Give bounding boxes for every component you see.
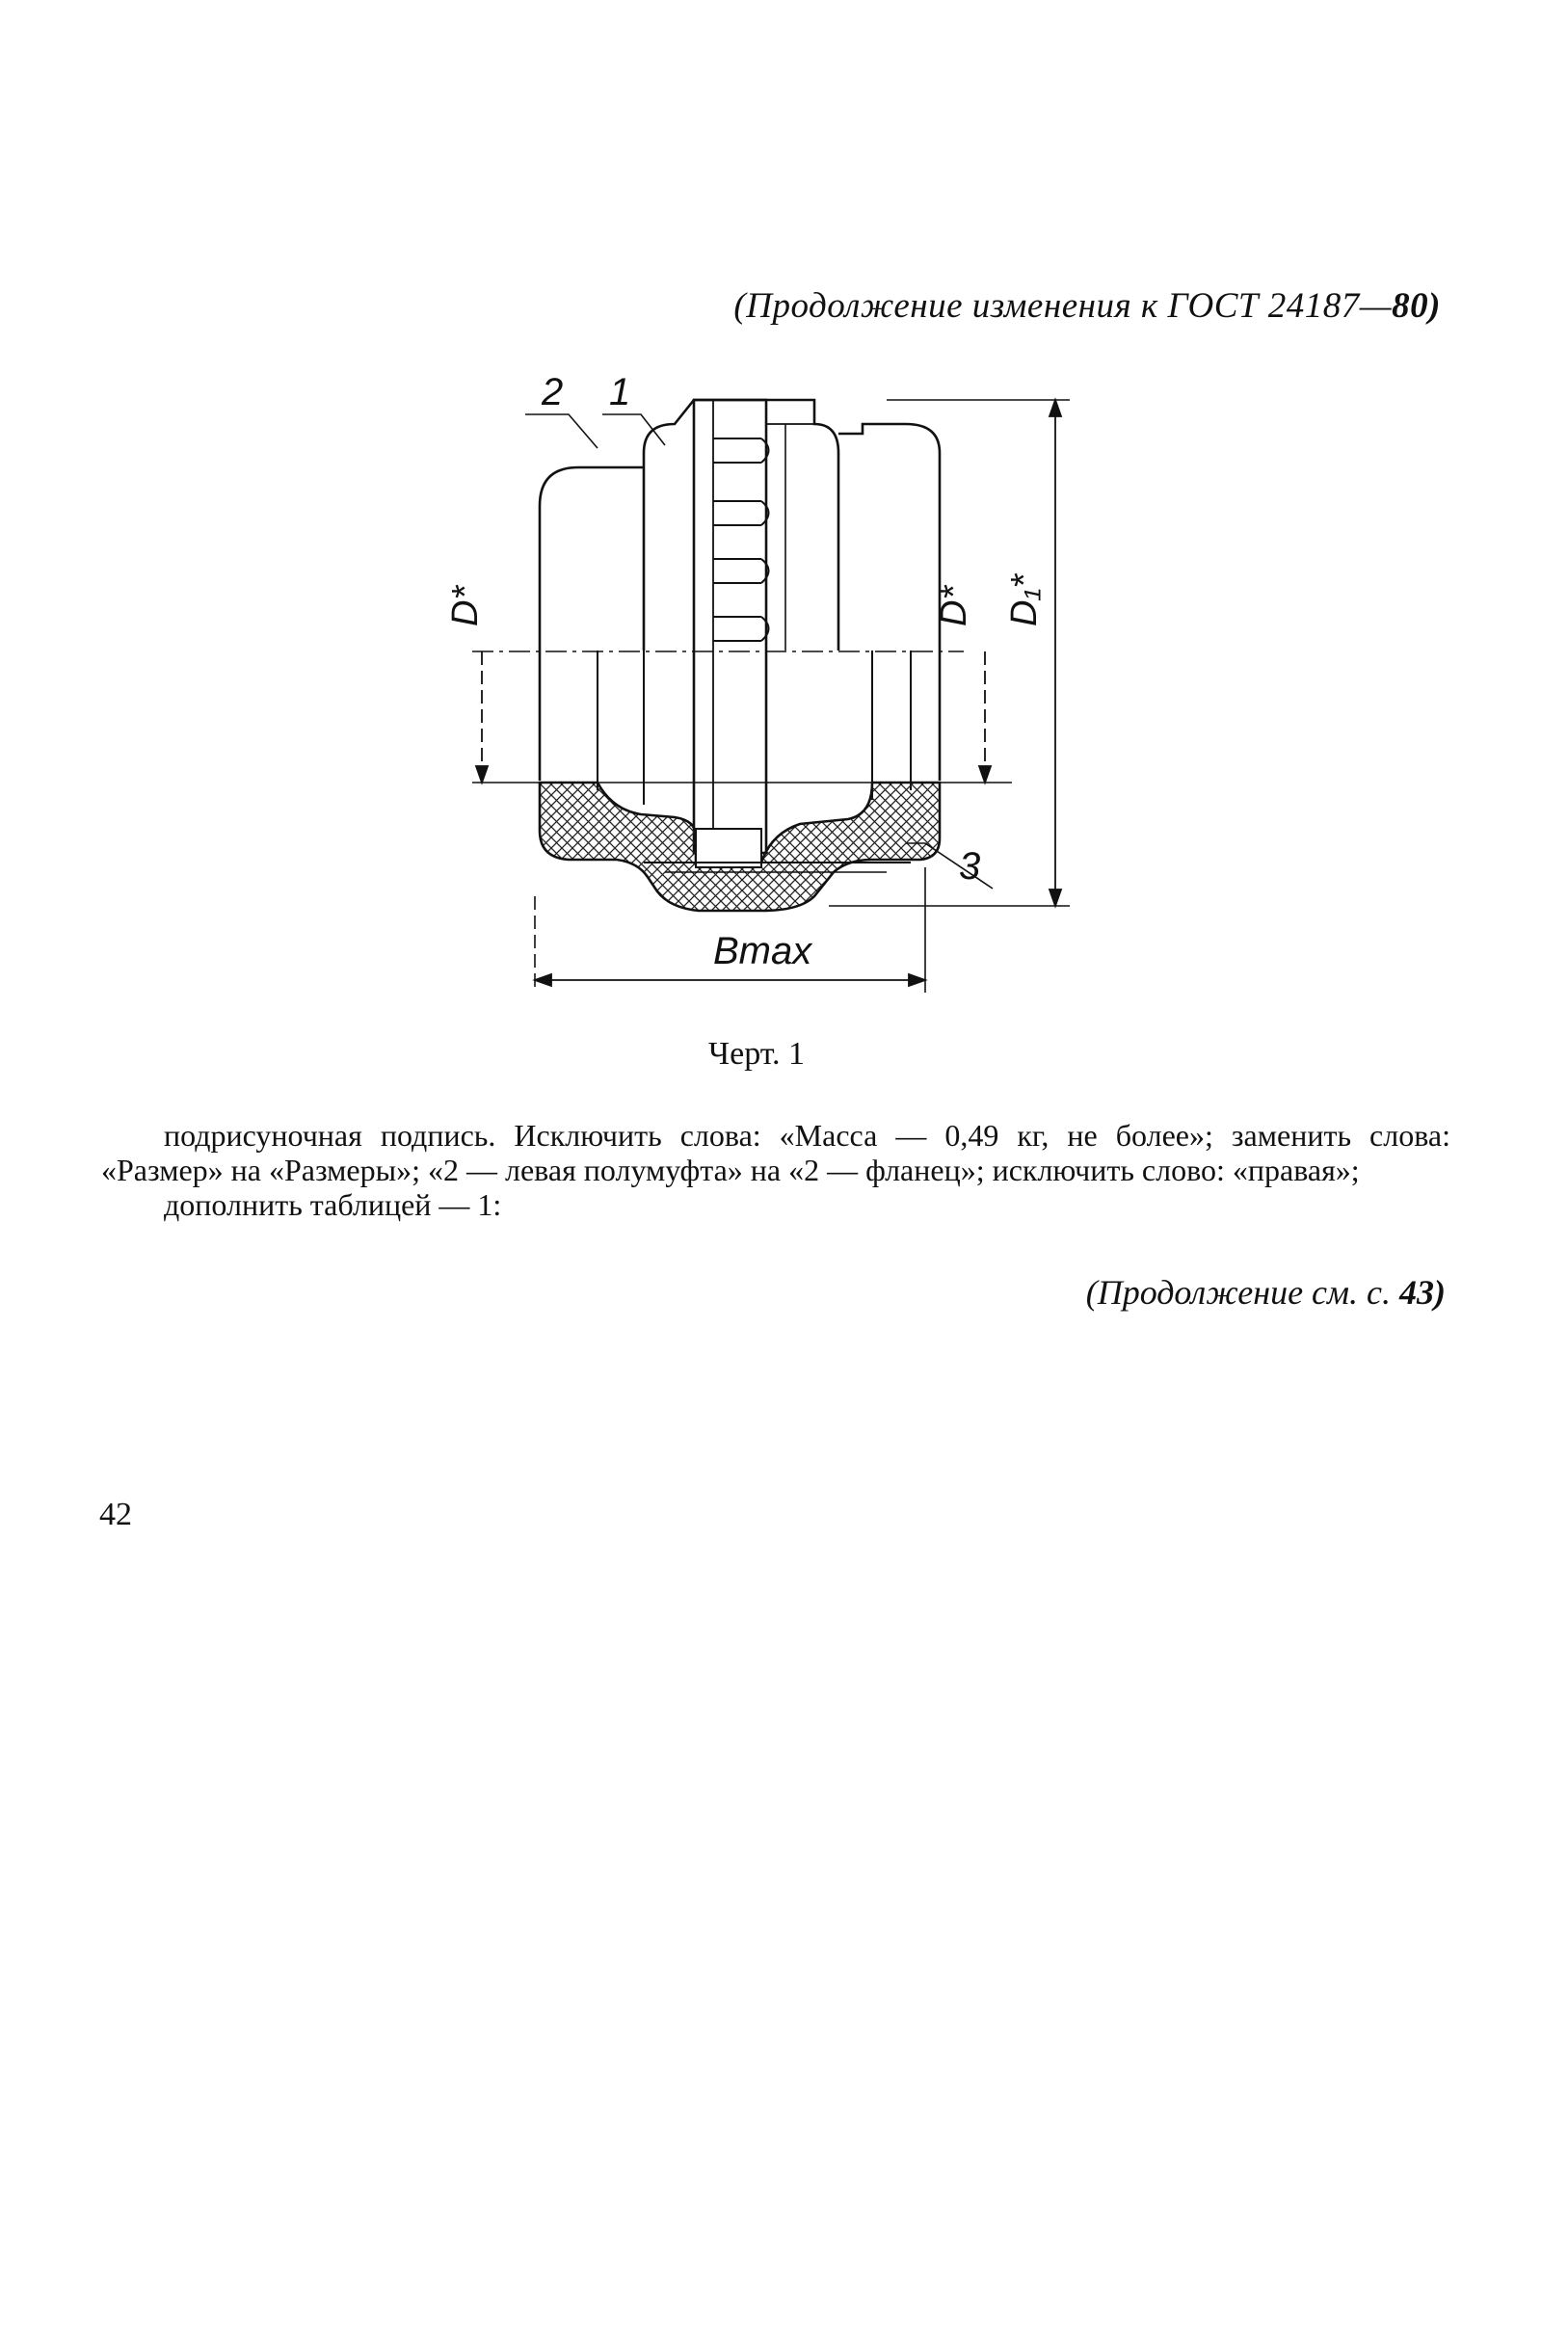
dim-d-left-arrow [476,651,488,783]
continuation-next-page: 43) [1399,1273,1446,1312]
label-dim-d-right: D* [934,585,974,626]
label-part-3: 3 [959,845,981,888]
header-continuation-year: 80) [1392,286,1441,326]
label-part-2: 2 [542,371,564,413]
dim-b-arrow [535,974,925,986]
continuation-next-text: (Продолжение см. с. [1085,1273,1399,1312]
label-dim-b: Bmax [713,930,812,972]
header-continuation-text: (Продолжение изменения к ГОСТ 24187— [733,286,1393,326]
body-paragraph-1: подрисуночная подпись. Исключить слова: «Масса — 0,49 кг, не более»; заменить слова: «Размер» на «Размеры»; «2 — левая полумуфта» на «2 — фланец»; исключить слово: «правая»; [101,1118,1450,1187]
body-text [101,1118,1450,1222]
page-number: 42 [99,1497,132,1532]
label-dim-d-left: D* [445,585,486,626]
tooth-slots [713,438,769,641]
flange-left-outline [540,467,644,651]
leader-2 [525,414,598,448]
leader-1 [602,414,665,445]
label-part-1: 1 [609,371,631,413]
dim-d1-arrow [1050,400,1061,906]
figure-caption: Черт. 1 [708,1036,806,1072]
label-dim-d1: D₁* [1004,573,1045,626]
coupling-drawing [0,0,1568,1060]
sleeve-outline [838,424,940,651]
continuation-next [675,1272,1446,1313]
dim-d-right-arrow [979,651,991,783]
center-block [694,400,766,853]
body-paragraph-2: дополнить таблицей — 1: [164,1187,502,1222]
